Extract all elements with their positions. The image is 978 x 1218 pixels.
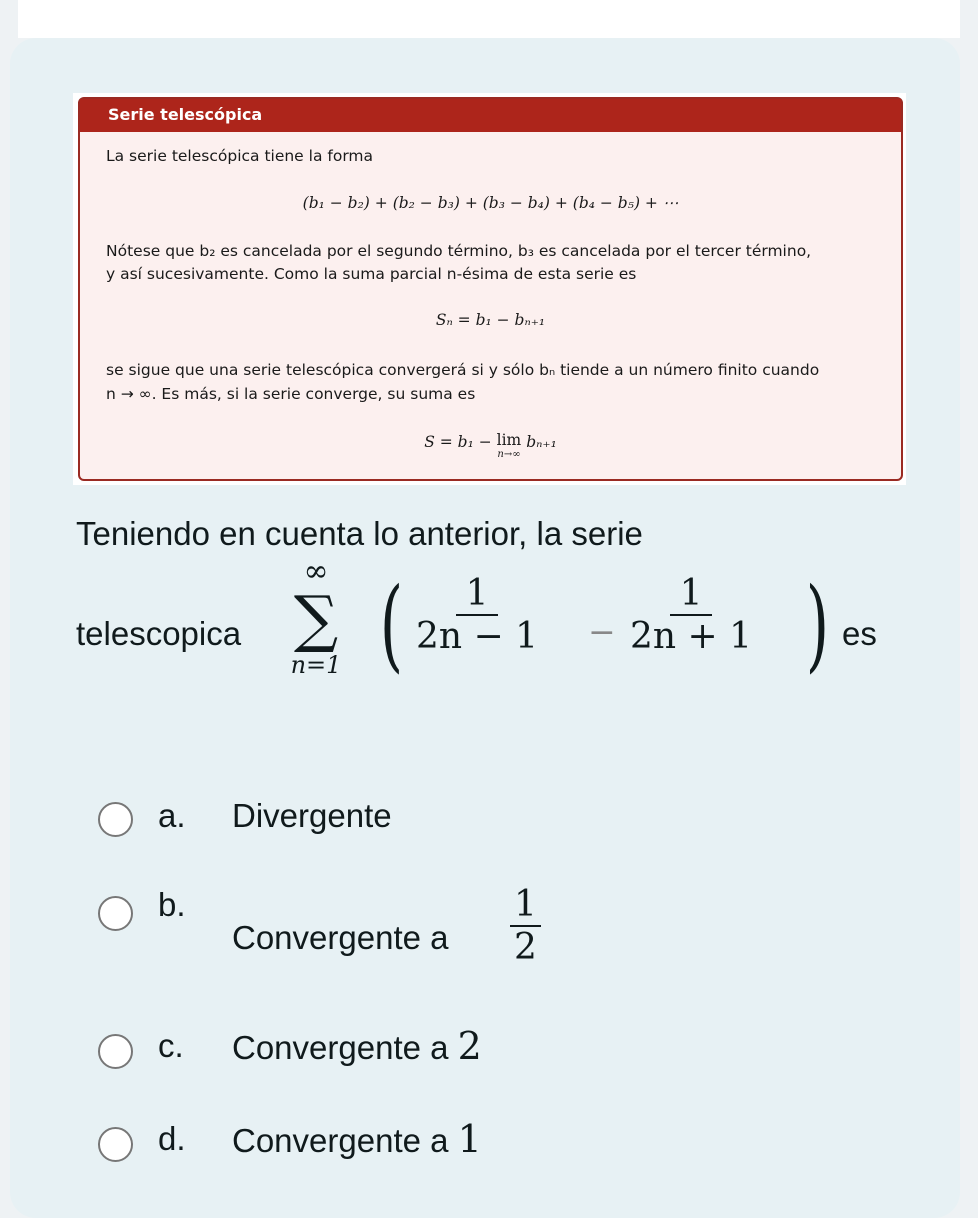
formula-part: bₙ₊₁: [521, 433, 557, 451]
theorem-text: se sigue que una serie telescópica convergerá si y sólo bₙ tiende a un número finito cuando: [106, 361, 820, 379]
theorem-title: Serie telescópica: [80, 99, 901, 132]
option-a[interactable]: [98, 797, 598, 837]
numerator: 1: [670, 573, 713, 616]
radio-button[interactable]: [98, 1034, 133, 1069]
sum-symbol: ∑: [293, 582, 339, 655]
lim-operator: [497, 433, 522, 460]
summation: [284, 554, 348, 679]
numerator: 1: [510, 884, 541, 927]
formula-part: S = b₁ −: [424, 433, 497, 451]
option-label: b.: [158, 886, 186, 923]
question-text: Teniendo en cuenta lo anterior, la serie: [76, 515, 643, 552]
question-text: es: [842, 615, 877, 652]
theorem-text: y así sucesivamente. Como la suma parcial n-ésima de esta serie es: [106, 265, 637, 283]
option-label: a.: [158, 797, 186, 834]
question-text: telescopica: [76, 615, 242, 652]
sum-lower: n=1: [290, 651, 342, 679]
theorem-text: n → ∞. Es más, si la serie converge, su suma es: [106, 385, 476, 403]
theorem-text: Nótese que b₂ es cancelada por el segundo término, b₃ es cancelada por el tercer término,: [106, 242, 812, 260]
left-paren: (: [379, 566, 404, 683]
fraction-1: [416, 573, 538, 658]
radio-button[interactable]: [98, 1127, 133, 1162]
option-text-label: Convergente a: [232, 1029, 449, 1066]
option-c[interactable]: [98, 1024, 598, 1068]
theorem-formula: Sₙ = b₁ − bₙ₊₁: [435, 311, 546, 329]
denominator: 2: [514, 927, 537, 969]
sum-upper: ∞: [303, 554, 329, 589]
radio-button[interactable]: [98, 896, 133, 931]
option-value: 1: [457, 1117, 482, 1161]
fraction-2: [630, 573, 752, 658]
radio-button[interactable]: [98, 802, 133, 837]
top-strip: [18, 0, 960, 38]
theorem-formula: [80, 433, 901, 460]
option-text: [232, 1117, 482, 1161]
lim-subscript: n→∞: [497, 448, 521, 460]
option-text: Divergente: [232, 797, 392, 834]
option-d[interactable]: [98, 1117, 598, 1161]
option-text: Convergente a: [232, 919, 449, 956]
numerator: 1: [456, 573, 499, 616]
option-text: [232, 1024, 482, 1068]
option-text-label: Convergente a: [232, 1122, 449, 1159]
question-formula-line: [76, 554, 926, 715]
denominator: 2n − 1: [416, 616, 539, 658]
theorem-formula: (b₁ − b₂) + (b₂ − b₃) + (b₃ − b₄) + (b₄ − b₅) + ⋯: [302, 194, 679, 212]
fraction-one-half: [510, 884, 541, 969]
right-paren: ): [805, 566, 830, 683]
denominator: 2n + 1: [630, 616, 753, 658]
theorem-box: [78, 97, 903, 481]
option-label: c.: [158, 1027, 184, 1064]
theorem-text: La serie telescópica tiene la forma: [106, 147, 374, 165]
minus: −: [588, 612, 616, 651]
option-label: d.: [158, 1120, 186, 1157]
option-b[interactable]: [98, 886, 598, 986]
option-value: 2: [457, 1024, 482, 1068]
lim: lim: [496, 431, 522, 449]
